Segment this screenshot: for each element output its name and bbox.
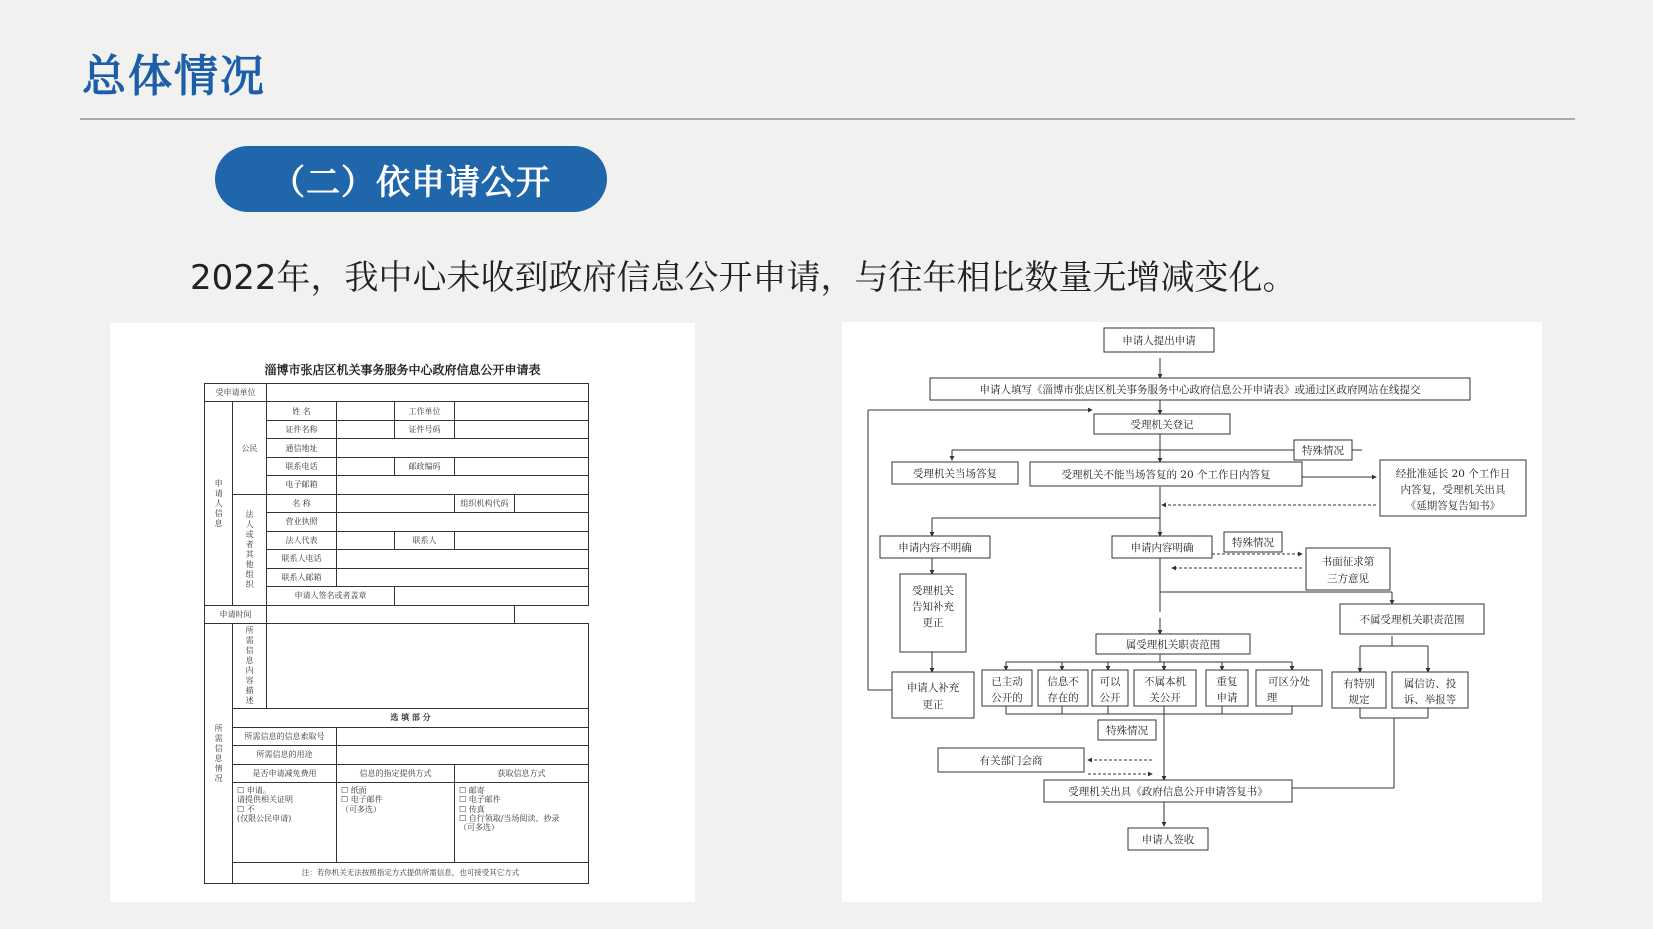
flow-node-text: 申请人提出申请 (1122, 335, 1196, 347)
flow-node-text: 不属本机 (1144, 676, 1186, 688)
flow-node-text: 受理机关不能当场答复的 20 个工作日内答复 (1061, 469, 1271, 481)
flow-node-text: 存在的 (1047, 692, 1079, 704)
flow-node-text: 申请人签收 (1141, 834, 1195, 846)
page-title: 总体情况 (82, 51, 266, 102)
flow-node-text: 《延期答复告知书》 (1405, 500, 1501, 512)
form-cell: 申请人签名或者盖章 (267, 587, 395, 605)
flow-node-text: 关公开 (1149, 692, 1181, 704)
flow-node-text: 内答复，受理机关出具 (1400, 484, 1506, 496)
form-cell (337, 402, 395, 420)
form-cell (337, 550, 589, 568)
process-flowchart-image (842, 322, 1542, 902)
form-footnote: 注：若你机关无法按照指定方式提供所需信息，也可接受其它方式 (233, 863, 589, 884)
form-title: 淄博市张店区机关事务服务中心政府信息公开申请表 (264, 363, 541, 377)
form-cell: 法人或者其他组织 (233, 494, 267, 605)
form-cell: 是否申请减免费用 (233, 764, 337, 782)
flow-node-text: 书面征求第 (1321, 556, 1375, 568)
form-cell (337, 476, 589, 494)
flow-node-text: 特殊情况 (1302, 445, 1344, 457)
flow-node-text: 申请内容不明确 (898, 542, 972, 554)
flow-node-text: 有特别 (1343, 678, 1375, 690)
flow-node-text: 受理机关 (912, 585, 954, 597)
form-cell: 申请时间 (205, 605, 267, 623)
flow-node-text: 告知补充 (912, 601, 954, 613)
flow-node-text: 申请内容明确 (1130, 542, 1194, 554)
form-cell (337, 727, 589, 745)
section-badge: （二）依申请公开 (215, 146, 607, 212)
summary-text: 2022年，我中心未收到政府信息公开申请，与往年相比数量无增减变化。 (190, 258, 1297, 298)
flow-node-text: 受理机关当场答复 (913, 468, 997, 480)
flow-node-text: 更正 (922, 617, 944, 629)
flow-node-text: 不属受理机关职责范围 (1359, 614, 1465, 626)
title-divider (80, 118, 1575, 120)
form-cell: 联系电话 (267, 457, 337, 475)
form-cell (455, 531, 589, 549)
flow-node-text: 申请人补充 (906, 682, 960, 694)
flow-node-text: 受理机关出具《政府信息公开申请答复书》 (1068, 786, 1268, 798)
form-cell: 营业执照 (267, 513, 337, 531)
form-cell: 姓 名 (267, 402, 337, 420)
flow-node-text: 规定 (1348, 694, 1370, 706)
flow-node-text: 有关部门会商 (979, 755, 1043, 767)
form-cell: 电子邮箱 (267, 476, 337, 494)
flow-node-text: 已主动 (991, 676, 1023, 688)
flow-node-text: 信息不 (1047, 676, 1079, 688)
flow-node-text: 申请人填写《淄博市张店区机关事务服务中心政府信息公开申请表》或通过区政府网站在线提交 (979, 384, 1421, 396)
form-cell (337, 457, 395, 475)
form-cell: 通信地址 (267, 439, 337, 457)
form-cell: 工作单位 (395, 402, 455, 420)
form-cell: ☐ 纸面 ☐ 电子邮件 （可多选） (337, 783, 455, 863)
form-cell (337, 420, 395, 438)
form-cell: 组织机构代码 (455, 494, 515, 512)
form-cell: 名 称 (267, 494, 337, 512)
form-cell: 邮政编码 (395, 457, 455, 475)
form-cell: 所需信息的信息索取号 (233, 727, 337, 745)
form-cell: 受申请单位 (205, 384, 267, 402)
flow-node-text: 理 (1266, 692, 1278, 704)
form-cell (455, 457, 589, 475)
flow-node-text: 公开 (1099, 692, 1121, 704)
form-cell: ☐ 邮寄 ☐ 电子邮件 ☐ 传真 ☐ 自行领取/当场阅读、抄录 （可多选） (455, 783, 589, 863)
form-cell: 法人代表 (267, 531, 337, 549)
form-section-label: 所需信息情况 (205, 624, 233, 884)
flow-node-text: 重复 (1216, 676, 1238, 688)
flow-node-text: 经批准延长 20 个工作日 (1395, 468, 1511, 480)
flow-node-text: 可以 (1099, 676, 1121, 688)
form-cell: 联系人邮箱 (267, 568, 337, 586)
form-cell: 证件名称 (267, 420, 337, 438)
flow-node-text: 属信访、投 (1403, 678, 1457, 690)
application-form-table (204, 383, 589, 884)
flow-node-text: 可区分处 (1268, 676, 1310, 688)
flow-node-text: 申请 (1216, 692, 1238, 704)
flow-node-text: 三方意见 (1327, 573, 1369, 585)
form-cell: 所需信息内容描述 (233, 624, 267, 709)
form-section-label: 申请人信息 (205, 402, 233, 605)
application-form-image (110, 323, 695, 902)
form-cell (395, 587, 589, 605)
form-cell: 选 填 部 分 (233, 709, 589, 727)
form-cell (515, 494, 589, 512)
form-cell (455, 420, 589, 438)
form-cell: 所需信息的用途 (233, 746, 337, 764)
flow-node-text: 诉、举报等 (1403, 694, 1457, 706)
form-cell: 信息的指定提供方式 (337, 764, 455, 782)
form-cell (337, 531, 395, 549)
form-cell: ☐ 申请。 请提供相关证明 ☐ 不 (仅限公民申请) (233, 783, 337, 863)
flow-node (892, 672, 974, 718)
form-cell (337, 439, 589, 457)
form-cell: 获取信息方式 (455, 764, 589, 782)
form-cell (337, 746, 589, 764)
form-cell (337, 568, 589, 586)
form-cell: 证件号码 (395, 420, 455, 438)
form-cell: 联系人电话 (267, 550, 337, 568)
form-cell (267, 605, 515, 623)
flow-node-text: 受理机关登记 (1130, 419, 1194, 431)
form-cell (455, 402, 589, 420)
form-cell: 公民 (233, 402, 267, 494)
form-cell (337, 513, 589, 531)
form-cell (267, 624, 589, 709)
form-cell (337, 494, 455, 512)
flow-node-text: 特殊情况 (1232, 537, 1274, 549)
form-cell (267, 384, 589, 402)
flow-node-text: 属受理机关职责范围 (1125, 639, 1221, 651)
flow-node-text: 更正 (922, 699, 944, 711)
form-cell: 联系人 (395, 531, 455, 549)
process-flowchart (842, 322, 1542, 902)
flow-node-text: 公开的 (991, 692, 1023, 704)
flow-node-text: 特殊情况 (1106, 725, 1148, 737)
